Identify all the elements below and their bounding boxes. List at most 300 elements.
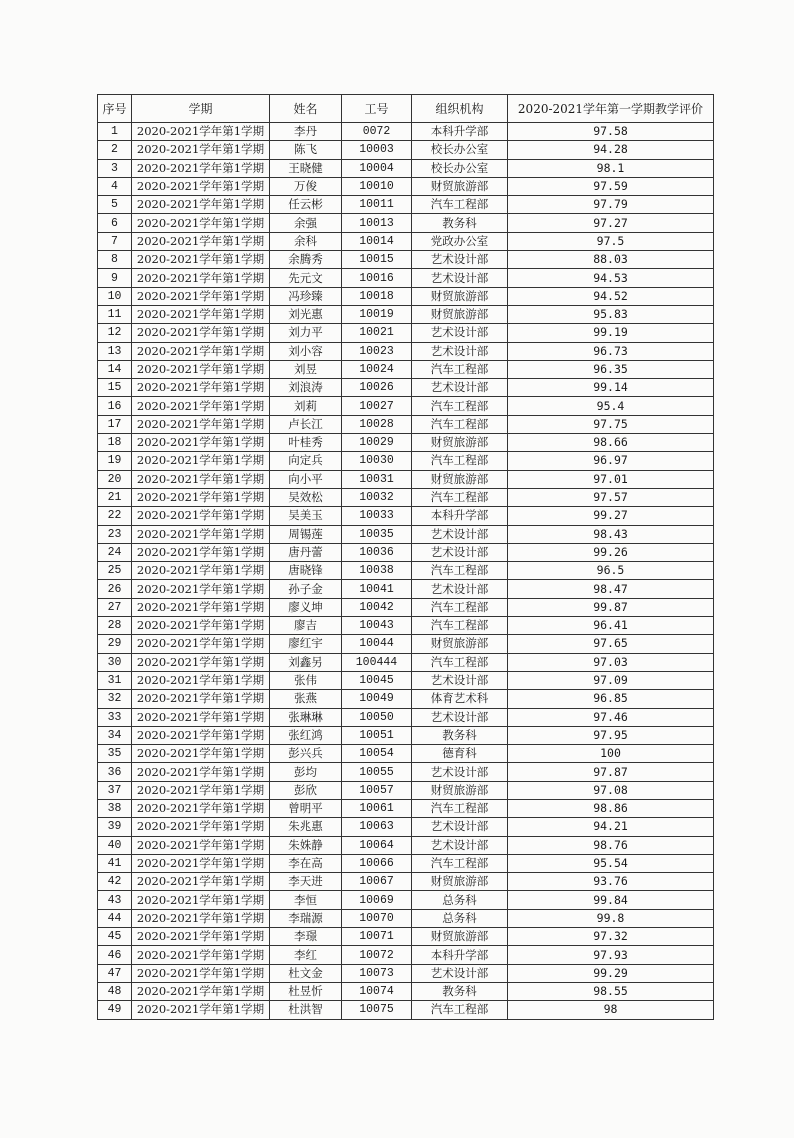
row-score: 98.55 bbox=[508, 982, 714, 1000]
table-row bbox=[98, 1001, 714, 1019]
table-row bbox=[98, 763, 714, 781]
row-staff-id: 10016 bbox=[342, 269, 412, 287]
header-row bbox=[98, 95, 714, 123]
row-name: 孙子金 bbox=[270, 580, 342, 598]
row-score: 97.27 bbox=[508, 214, 714, 232]
row-score: 98.76 bbox=[508, 836, 714, 854]
row-staff-id: 0072 bbox=[342, 123, 412, 141]
table-row bbox=[98, 214, 714, 232]
row-department: 艺术设计部 bbox=[412, 342, 508, 360]
row-index: 35 bbox=[98, 745, 132, 763]
row-index: 26 bbox=[98, 580, 132, 598]
table-row bbox=[98, 873, 714, 891]
row-score: 99.26 bbox=[508, 543, 714, 561]
row-name: 李红 bbox=[270, 946, 342, 964]
row-score: 97.87 bbox=[508, 763, 714, 781]
row-score: 97.46 bbox=[508, 708, 714, 726]
row-department: 汽车工程部 bbox=[412, 653, 508, 671]
row-department: 德育科 bbox=[412, 745, 508, 763]
row-term: 2020-2021学年第1学期 bbox=[132, 360, 270, 378]
row-index: 13 bbox=[98, 342, 132, 360]
row-term: 2020-2021学年第1学期 bbox=[132, 690, 270, 708]
row-staff-id: 10021 bbox=[342, 324, 412, 342]
table-row bbox=[98, 543, 714, 561]
row-staff-id: 10055 bbox=[342, 763, 412, 781]
table-row bbox=[98, 836, 714, 854]
row-name: 李天进 bbox=[270, 873, 342, 891]
row-term: 2020-2021学年第1学期 bbox=[132, 507, 270, 525]
row-score: 97.32 bbox=[508, 928, 714, 946]
row-term: 2020-2021学年第1学期 bbox=[132, 543, 270, 561]
row-name: 廖义坤 bbox=[270, 598, 342, 616]
row-name: 刘光惠 bbox=[270, 305, 342, 323]
row-department: 财贸旅游部 bbox=[412, 873, 508, 891]
row-name: 刘昱 bbox=[270, 360, 342, 378]
table-row bbox=[98, 342, 714, 360]
row-name: 张红鸿 bbox=[270, 726, 342, 744]
row-term: 2020-2021学年第1学期 bbox=[132, 177, 270, 195]
row-name: 余强 bbox=[270, 214, 342, 232]
row-index: 40 bbox=[98, 836, 132, 854]
row-term: 2020-2021学年第1学期 bbox=[132, 269, 270, 287]
row-department: 校长办公室 bbox=[412, 159, 508, 177]
row-name: 万俊 bbox=[270, 177, 342, 195]
row-department: 财贸旅游部 bbox=[412, 434, 508, 452]
row-score: 94.53 bbox=[508, 269, 714, 287]
table-row bbox=[98, 360, 714, 378]
row-name: 彭兴兵 bbox=[270, 745, 342, 763]
row-staff-id: 10011 bbox=[342, 196, 412, 214]
row-name: 刘鑫另 bbox=[270, 653, 342, 671]
table-row bbox=[98, 909, 714, 927]
table-row bbox=[98, 799, 714, 817]
row-name: 彭欣 bbox=[270, 781, 342, 799]
row-name: 唐晓锋 bbox=[270, 562, 342, 580]
table-row bbox=[98, 891, 714, 909]
table-row bbox=[98, 525, 714, 543]
table-row bbox=[98, 305, 714, 323]
row-score: 97.65 bbox=[508, 635, 714, 653]
row-index: 42 bbox=[98, 873, 132, 891]
row-staff-id: 10069 bbox=[342, 891, 412, 909]
row-name: 张琳琳 bbox=[270, 708, 342, 726]
row-index: 12 bbox=[98, 324, 132, 342]
row-score: 97.08 bbox=[508, 781, 714, 799]
row-department: 汽车工程部 bbox=[412, 854, 508, 872]
row-department: 艺术设计部 bbox=[412, 543, 508, 561]
row-staff-id: 10024 bbox=[342, 360, 412, 378]
row-score: 96.35 bbox=[508, 360, 714, 378]
row-term: 2020-2021学年第1学期 bbox=[132, 635, 270, 653]
row-staff-id: 10031 bbox=[342, 470, 412, 488]
row-name: 李璟 bbox=[270, 928, 342, 946]
row-term: 2020-2021学年第1学期 bbox=[132, 488, 270, 506]
row-name: 朱兆惠 bbox=[270, 818, 342, 836]
row-index: 37 bbox=[98, 781, 132, 799]
row-score: 98.1 bbox=[508, 159, 714, 177]
row-index: 21 bbox=[98, 488, 132, 506]
row-staff-id: 10063 bbox=[342, 818, 412, 836]
row-staff-id: 10041 bbox=[342, 580, 412, 598]
header-evaluation: 2020-2021学年第一学期教学评价 bbox=[508, 95, 714, 123]
row-score: 97.79 bbox=[508, 196, 714, 214]
row-term: 2020-2021学年第1学期 bbox=[132, 982, 270, 1000]
row-term: 2020-2021学年第1学期 bbox=[132, 470, 270, 488]
row-staff-id: 10049 bbox=[342, 690, 412, 708]
row-name: 刘莉 bbox=[270, 397, 342, 415]
row-index: 5 bbox=[98, 196, 132, 214]
table-row bbox=[98, 745, 714, 763]
row-staff-id: 10027 bbox=[342, 397, 412, 415]
row-term: 2020-2021学年第1学期 bbox=[132, 781, 270, 799]
row-name: 刘小容 bbox=[270, 342, 342, 360]
row-staff-id: 10074 bbox=[342, 982, 412, 1000]
row-name: 刘浪涛 bbox=[270, 379, 342, 397]
row-term: 2020-2021学年第1学期 bbox=[132, 580, 270, 598]
table-row bbox=[98, 708, 714, 726]
header-index: 序号 bbox=[98, 95, 132, 123]
row-score: 99.29 bbox=[508, 964, 714, 982]
table-row bbox=[98, 123, 714, 141]
row-score: 97.01 bbox=[508, 470, 714, 488]
row-department: 汽车工程部 bbox=[412, 397, 508, 415]
row-score: 99.87 bbox=[508, 598, 714, 616]
row-term: 2020-2021学年第1学期 bbox=[132, 617, 270, 635]
row-department: 汽车工程部 bbox=[412, 562, 508, 580]
row-staff-id: 10051 bbox=[342, 726, 412, 744]
row-index: 47 bbox=[98, 964, 132, 982]
row-score: 97.03 bbox=[508, 653, 714, 671]
row-name: 冯珍臻 bbox=[270, 287, 342, 305]
row-term: 2020-2021学年第1学期 bbox=[132, 397, 270, 415]
table-row bbox=[98, 232, 714, 250]
row-department: 艺术设计部 bbox=[412, 836, 508, 854]
row-staff-id: 10029 bbox=[342, 434, 412, 452]
row-term: 2020-2021学年第1学期 bbox=[132, 415, 270, 433]
row-index: 38 bbox=[98, 799, 132, 817]
row-score: 96.73 bbox=[508, 342, 714, 360]
row-index: 8 bbox=[98, 251, 132, 269]
header-staff-id: 工号 bbox=[342, 95, 412, 123]
row-name: 余腾秀 bbox=[270, 251, 342, 269]
row-staff-id: 10071 bbox=[342, 928, 412, 946]
row-department: 财贸旅游部 bbox=[412, 177, 508, 195]
row-name: 李在高 bbox=[270, 854, 342, 872]
row-department: 汽车工程部 bbox=[412, 360, 508, 378]
row-index: 36 bbox=[98, 763, 132, 781]
row-department: 艺术设计部 bbox=[412, 580, 508, 598]
row-department: 汽车工程部 bbox=[412, 452, 508, 470]
row-staff-id: 10075 bbox=[342, 1001, 412, 1019]
table-row bbox=[98, 928, 714, 946]
row-term: 2020-2021学年第1学期 bbox=[132, 452, 270, 470]
row-department: 党政办公室 bbox=[412, 232, 508, 250]
row-index: 41 bbox=[98, 854, 132, 872]
row-score: 95.54 bbox=[508, 854, 714, 872]
row-staff-id: 10045 bbox=[342, 671, 412, 689]
row-name: 向定兵 bbox=[270, 452, 342, 470]
row-index: 6 bbox=[98, 214, 132, 232]
row-department: 财贸旅游部 bbox=[412, 928, 508, 946]
row-score: 98.86 bbox=[508, 799, 714, 817]
table-row bbox=[98, 562, 714, 580]
row-score: 97.93 bbox=[508, 946, 714, 964]
row-department: 艺术设计部 bbox=[412, 671, 508, 689]
row-score: 99.84 bbox=[508, 891, 714, 909]
row-staff-id: 10042 bbox=[342, 598, 412, 616]
row-department: 汽车工程部 bbox=[412, 488, 508, 506]
row-department: 艺术设计部 bbox=[412, 818, 508, 836]
table-row bbox=[98, 397, 714, 415]
table-row bbox=[98, 196, 714, 214]
row-department: 艺术设计部 bbox=[412, 324, 508, 342]
row-index: 7 bbox=[98, 232, 132, 250]
table-row bbox=[98, 177, 714, 195]
row-term: 2020-2021学年第1学期 bbox=[132, 964, 270, 982]
row-index: 22 bbox=[98, 507, 132, 525]
row-department: 本科升学部 bbox=[412, 507, 508, 525]
row-name: 王晓健 bbox=[270, 159, 342, 177]
table-row bbox=[98, 324, 714, 342]
row-staff-id: 10032 bbox=[342, 488, 412, 506]
row-department: 总务科 bbox=[412, 909, 508, 927]
row-department: 艺术设计部 bbox=[412, 525, 508, 543]
row-index: 11 bbox=[98, 305, 132, 323]
row-index: 43 bbox=[98, 891, 132, 909]
row-name: 廖吉 bbox=[270, 617, 342, 635]
row-index: 34 bbox=[98, 726, 132, 744]
table-body bbox=[98, 123, 714, 1020]
row-term: 2020-2021学年第1学期 bbox=[132, 799, 270, 817]
table-row bbox=[98, 488, 714, 506]
row-term: 2020-2021学年第1学期 bbox=[132, 598, 270, 616]
row-score: 94.52 bbox=[508, 287, 714, 305]
row-score: 97.09 bbox=[508, 671, 714, 689]
row-score: 97.57 bbox=[508, 488, 714, 506]
table-row bbox=[98, 598, 714, 616]
row-department: 汽车工程部 bbox=[412, 799, 508, 817]
row-department: 教务科 bbox=[412, 726, 508, 744]
table-row bbox=[98, 671, 714, 689]
row-staff-id: 10073 bbox=[342, 964, 412, 982]
row-index: 15 bbox=[98, 379, 132, 397]
row-index: 4 bbox=[98, 177, 132, 195]
row-name: 张伟 bbox=[270, 671, 342, 689]
row-term: 2020-2021学年第1学期 bbox=[132, 671, 270, 689]
row-staff-id: 10023 bbox=[342, 342, 412, 360]
row-score: 98.43 bbox=[508, 525, 714, 543]
row-staff-id: 10026 bbox=[342, 379, 412, 397]
row-score: 93.76 bbox=[508, 873, 714, 891]
table-row bbox=[98, 415, 714, 433]
row-index: 2 bbox=[98, 141, 132, 159]
row-staff-id: 10003 bbox=[342, 141, 412, 159]
row-department: 财贸旅游部 bbox=[412, 781, 508, 799]
row-index: 19 bbox=[98, 452, 132, 470]
row-term: 2020-2021学年第1学期 bbox=[132, 891, 270, 909]
table-row bbox=[98, 781, 714, 799]
row-name: 周锡莲 bbox=[270, 525, 342, 543]
row-staff-id: 10038 bbox=[342, 562, 412, 580]
row-term: 2020-2021学年第1学期 bbox=[132, 745, 270, 763]
row-staff-id: 10061 bbox=[342, 799, 412, 817]
row-term: 2020-2021学年第1学期 bbox=[132, 946, 270, 964]
row-name: 任云彬 bbox=[270, 196, 342, 214]
row-index: 44 bbox=[98, 909, 132, 927]
row-score: 94.21 bbox=[508, 818, 714, 836]
row-name: 吴美玉 bbox=[270, 507, 342, 525]
row-name: 叶桂秀 bbox=[270, 434, 342, 452]
row-term: 2020-2021学年第1学期 bbox=[132, 342, 270, 360]
table-row bbox=[98, 580, 714, 598]
evaluation-table bbox=[97, 94, 714, 1020]
row-name: 廖红宇 bbox=[270, 635, 342, 653]
row-term: 2020-2021学年第1学期 bbox=[132, 726, 270, 744]
row-staff-id: 10030 bbox=[342, 452, 412, 470]
row-term: 2020-2021学年第1学期 bbox=[132, 232, 270, 250]
row-name: 杜昱忻 bbox=[270, 982, 342, 1000]
row-staff-id: 10035 bbox=[342, 525, 412, 543]
row-index: 14 bbox=[98, 360, 132, 378]
row-department: 教务科 bbox=[412, 214, 508, 232]
row-index: 33 bbox=[98, 708, 132, 726]
row-name: 向小平 bbox=[270, 470, 342, 488]
table-row bbox=[98, 653, 714, 671]
table-row bbox=[98, 982, 714, 1000]
row-index: 9 bbox=[98, 269, 132, 287]
row-index: 3 bbox=[98, 159, 132, 177]
row-department: 体育艺术科 bbox=[412, 690, 508, 708]
row-score: 97.58 bbox=[508, 123, 714, 141]
row-term: 2020-2021学年第1学期 bbox=[132, 854, 270, 872]
row-term: 2020-2021学年第1学期 bbox=[132, 251, 270, 269]
row-term: 2020-2021学年第1学期 bbox=[132, 305, 270, 323]
row-score: 98 bbox=[508, 1001, 714, 1019]
header-name: 姓名 bbox=[270, 95, 342, 123]
row-score: 96.97 bbox=[508, 452, 714, 470]
header-term: 学期 bbox=[132, 95, 270, 123]
row-score: 94.28 bbox=[508, 141, 714, 159]
row-term: 2020-2021学年第1学期 bbox=[132, 525, 270, 543]
row-index: 16 bbox=[98, 397, 132, 415]
row-score: 97.5 bbox=[508, 232, 714, 250]
row-term: 2020-2021学年第1学期 bbox=[132, 763, 270, 781]
row-score: 99.27 bbox=[508, 507, 714, 525]
table-row bbox=[98, 251, 714, 269]
row-term: 2020-2021学年第1学期 bbox=[132, 873, 270, 891]
row-staff-id: 10066 bbox=[342, 854, 412, 872]
row-term: 2020-2021学年第1学期 bbox=[132, 909, 270, 927]
table-row bbox=[98, 617, 714, 635]
table-row bbox=[98, 946, 714, 964]
row-index: 49 bbox=[98, 1001, 132, 1019]
row-department: 艺术设计部 bbox=[412, 251, 508, 269]
row-index: 46 bbox=[98, 946, 132, 964]
row-score: 99.8 bbox=[508, 909, 714, 927]
table-row bbox=[98, 635, 714, 653]
row-name: 先元文 bbox=[270, 269, 342, 287]
row-score: 97.59 bbox=[508, 177, 714, 195]
row-department: 汽车工程部 bbox=[412, 415, 508, 433]
row-department: 汽车工程部 bbox=[412, 1001, 508, 1019]
table-row bbox=[98, 470, 714, 488]
row-index: 29 bbox=[98, 635, 132, 653]
row-term: 2020-2021学年第1学期 bbox=[132, 562, 270, 580]
row-index: 45 bbox=[98, 928, 132, 946]
row-index: 24 bbox=[98, 543, 132, 561]
row-term: 2020-2021学年第1学期 bbox=[132, 214, 270, 232]
row-department: 本科升学部 bbox=[412, 946, 508, 964]
row-score: 97.75 bbox=[508, 415, 714, 433]
row-name: 吴效松 bbox=[270, 488, 342, 506]
row-score: 95.83 bbox=[508, 305, 714, 323]
row-department: 汽车工程部 bbox=[412, 598, 508, 616]
table-row bbox=[98, 854, 714, 872]
row-staff-id: 10013 bbox=[342, 214, 412, 232]
row-index: 30 bbox=[98, 653, 132, 671]
row-index: 48 bbox=[98, 982, 132, 1000]
table-row bbox=[98, 269, 714, 287]
row-name: 曾明平 bbox=[270, 799, 342, 817]
row-department: 汽车工程部 bbox=[412, 617, 508, 635]
table-row bbox=[98, 287, 714, 305]
row-staff-id: 10015 bbox=[342, 251, 412, 269]
row-term: 2020-2021学年第1学期 bbox=[132, 379, 270, 397]
row-name: 卢长江 bbox=[270, 415, 342, 433]
row-staff-id: 10018 bbox=[342, 287, 412, 305]
table-row bbox=[98, 379, 714, 397]
row-term: 2020-2021学年第1学期 bbox=[132, 434, 270, 452]
row-department: 艺术设计部 bbox=[412, 708, 508, 726]
row-term: 2020-2021学年第1学期 bbox=[132, 196, 270, 214]
row-score: 99.19 bbox=[508, 324, 714, 342]
row-department: 艺术设计部 bbox=[412, 763, 508, 781]
row-term: 2020-2021学年第1学期 bbox=[132, 287, 270, 305]
row-score: 98.66 bbox=[508, 434, 714, 452]
row-staff-id: 10064 bbox=[342, 836, 412, 854]
row-department: 财贸旅游部 bbox=[412, 635, 508, 653]
row-staff-id: 10019 bbox=[342, 305, 412, 323]
row-index: 31 bbox=[98, 671, 132, 689]
table-row bbox=[98, 141, 714, 159]
row-department: 校长办公室 bbox=[412, 141, 508, 159]
row-name: 李恒 bbox=[270, 891, 342, 909]
row-staff-id: 10054 bbox=[342, 745, 412, 763]
row-index: 39 bbox=[98, 818, 132, 836]
row-name: 彭均 bbox=[270, 763, 342, 781]
row-score: 98.47 bbox=[508, 580, 714, 598]
row-score: 99.14 bbox=[508, 379, 714, 397]
row-name: 杜洪智 bbox=[270, 1001, 342, 1019]
row-index: 28 bbox=[98, 617, 132, 635]
row-staff-id: 10033 bbox=[342, 507, 412, 525]
row-score: 88.03 bbox=[508, 251, 714, 269]
row-staff-id: 10044 bbox=[342, 635, 412, 653]
row-name: 刘力平 bbox=[270, 324, 342, 342]
row-term: 2020-2021学年第1学期 bbox=[132, 653, 270, 671]
row-name: 李丹 bbox=[270, 123, 342, 141]
row-name: 唐丹蕾 bbox=[270, 543, 342, 561]
table-row bbox=[98, 964, 714, 982]
row-index: 25 bbox=[98, 562, 132, 580]
row-name: 杜文金 bbox=[270, 964, 342, 982]
table-row bbox=[98, 159, 714, 177]
row-department: 艺术设计部 bbox=[412, 269, 508, 287]
row-staff-id: 10043 bbox=[342, 617, 412, 635]
row-name: 李瑞源 bbox=[270, 909, 342, 927]
row-department: 艺术设计部 bbox=[412, 964, 508, 982]
row-score: 100 bbox=[508, 745, 714, 763]
